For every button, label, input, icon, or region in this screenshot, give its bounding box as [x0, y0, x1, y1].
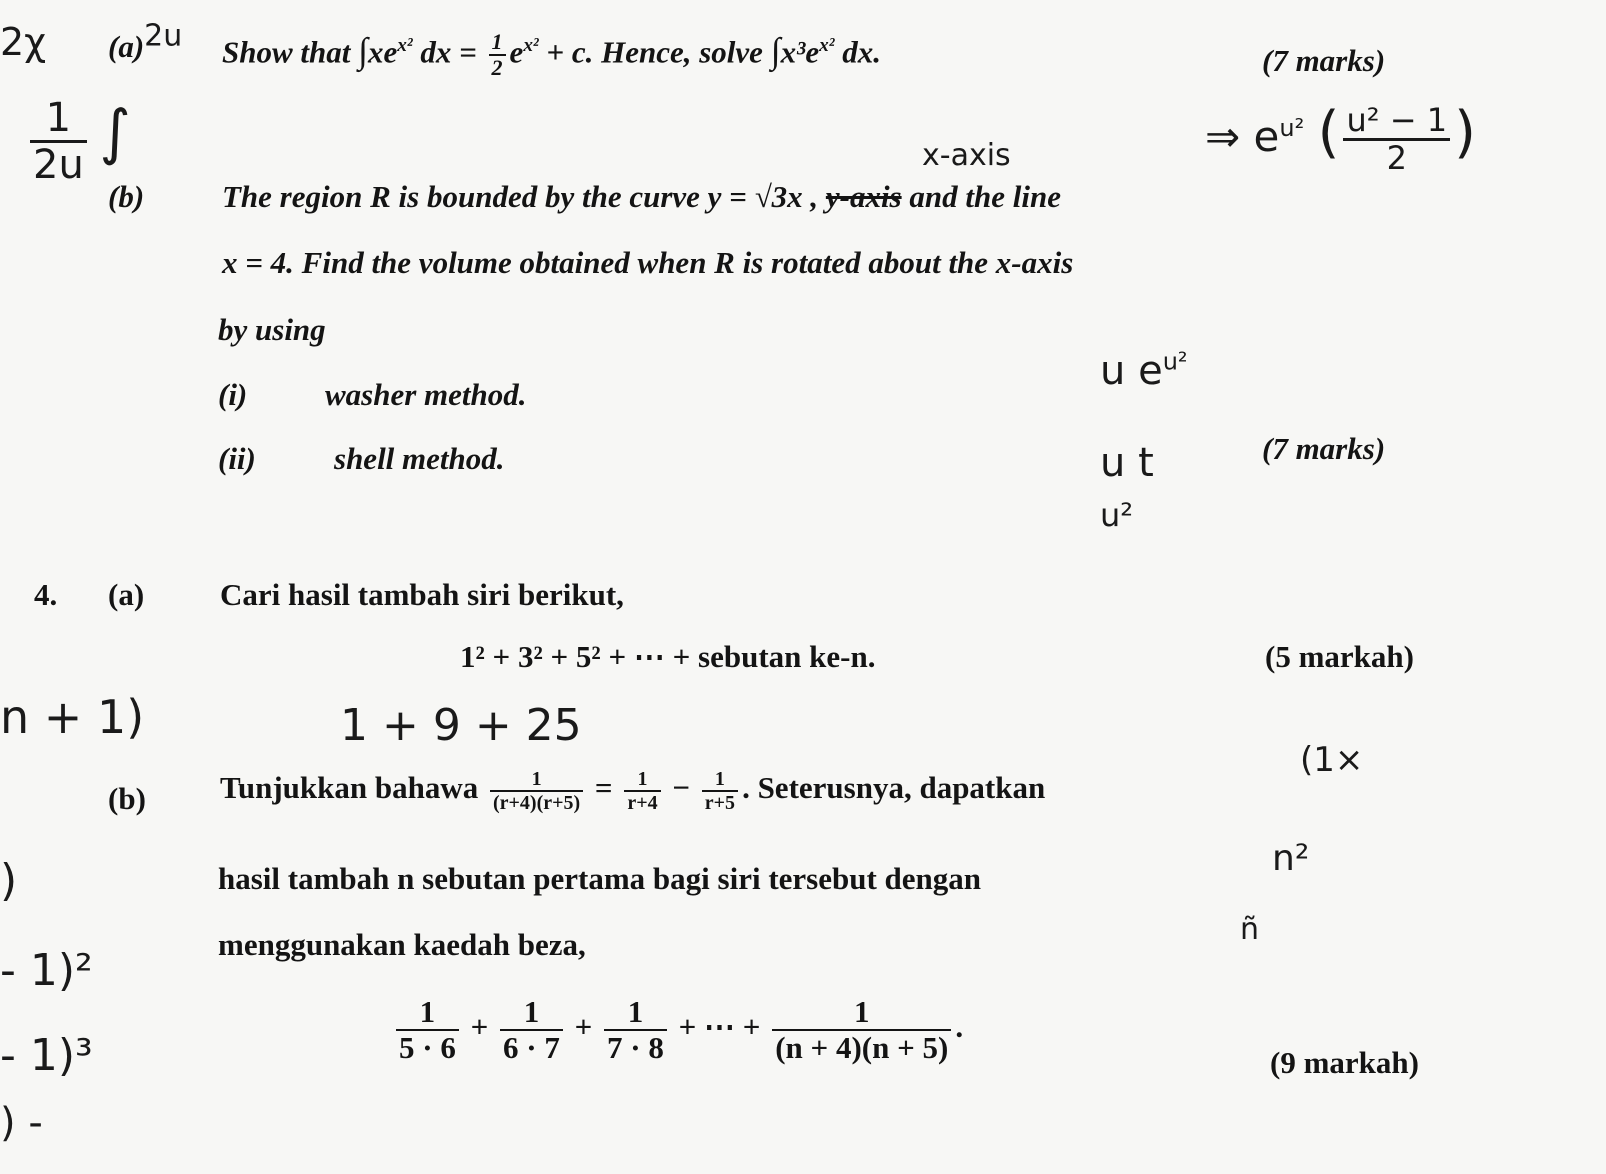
q3b-i-label: (i)	[218, 377, 248, 412]
series-term-1: $\frac{1}{5 \cdot 6}$	[396, 995, 459, 1065]
handwritten-paren-squared: - 1)²	[0, 945, 93, 996]
q4a-marks: (5 markah)	[1265, 639, 1414, 674]
q3b-ii-text: shell method.	[334, 441, 505, 476]
handwritten-answer-expression: ⇒ $e^{u^2}$ ( $\frac{\text{u² − 1}}{2}$ )	[1205, 100, 1476, 177]
q3b-label: (b)	[108, 179, 145, 214]
q3b-line1: The region R is bounded by the curve y = √3x , y-axis and the line	[222, 179, 1061, 214]
handwritten-ut: u t	[1100, 440, 1154, 486]
q3b-line3: by using	[218, 312, 326, 347]
q4b-line3: menggunakan kaedah beza,	[218, 927, 586, 962]
q4a-text: Cari hasil tambah siri berikut,	[220, 577, 624, 612]
q4b-series: $\frac{1}{5 \cdot 6}$ + $\frac{1}{6 \cdot 7}$ + $\frac{1}{7 \cdot 8}$ + ⋯ + $\frac{1}{(n + 4)(n + 5)}$ .	[392, 995, 963, 1065]
handwritten-note-2x: 2χ	[0, 20, 47, 64]
series-term-last: $\frac{1}{(n + 4)(n + 5)}$	[772, 995, 951, 1065]
handwritten-n-mark: ñ	[1240, 912, 1260, 947]
handwritten-n-squared: n²	[1272, 838, 1310, 879]
handwritten-n-plus-1: n + 1)	[0, 690, 145, 744]
handwritten-fraction: $\frac{1}{2u}$ ∫	[30, 96, 131, 187]
q4b-marks: (9 markah)	[1270, 1045, 1419, 1080]
q3b-marks: (7 marks)	[1262, 431, 1386, 466]
q3b-curve: y = √3x ,	[707, 179, 819, 214]
q4b-line1: Tunjukkan bahawa $\frac{1}{(r+4)(r+5)}$ = $\frac{1}{r+4}$ − $\frac{1}{r+5}$ . Seterusnya, dapatkan	[220, 768, 1046, 814]
q4b-label: (b)	[108, 781, 146, 816]
q3b-ii-label: (ii)	[218, 441, 256, 476]
series-term-2: $\frac{1}{6 \cdot 7}$	[500, 995, 563, 1065]
q3b-i-text: washer method.	[325, 377, 527, 412]
q3a-marks: (7 marks)	[1262, 43, 1386, 78]
handwritten-bottom: ) -	[0, 1100, 43, 1146]
handwritten-sum: 1 + 9 + 25	[340, 700, 582, 751]
handwritten-u-squared: u²	[1100, 496, 1134, 534]
handwritten-1x: (1×	[1300, 740, 1364, 780]
struck-y-axis: y-axis	[825, 179, 902, 214]
handwritten-paren-cubed: - 1)³	[0, 1030, 93, 1081]
q3a-question: Show that $\int xe^{x^2}$ dx = $\frac{1}{2}$ $e^{x^2} + c$. Hence, solve $\int x^3e^{x^2}$ dx.	[222, 29, 881, 81]
q4a-series: 1² + 3² + 5² + ⋯ + sebutan ke-n.	[460, 639, 876, 674]
q4a-label: (a)	[108, 577, 145, 612]
q4-number: 4.	[34, 577, 58, 612]
q3b-line2: x = 4. Find the volume obtained when R is rotated about the x-axis	[222, 245, 1074, 280]
handwritten-bracket: )	[0, 855, 18, 906]
handwritten-x-axis: x-axis	[922, 138, 1011, 173]
q3a-label: $(a)^{2u}$	[108, 18, 183, 64]
series-term-3: $\frac{1}{7 \cdot 8}$	[604, 995, 667, 1065]
q4b-line2: hasil tambah n sebutan pertama bagi siri tersebut dengan	[218, 861, 982, 896]
handwritten-ue: u $e^{u^2}$	[1100, 347, 1188, 394]
